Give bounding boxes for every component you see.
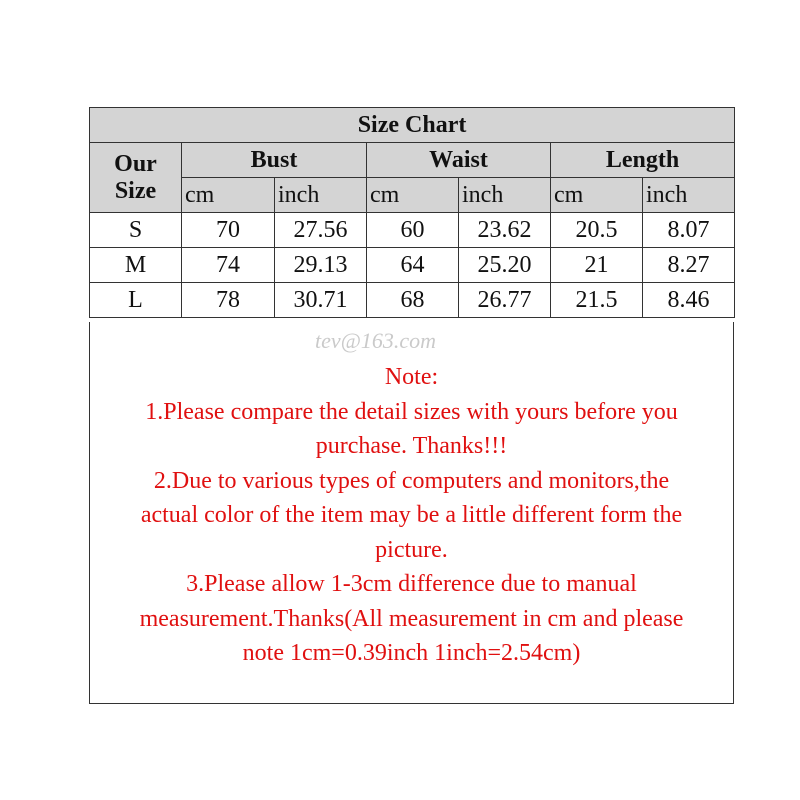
unit-header: inch bbox=[643, 178, 735, 213]
unit-header: inch bbox=[275, 178, 367, 213]
value-cell: 25.20 bbox=[459, 248, 551, 283]
unit-header: cm bbox=[367, 178, 459, 213]
watermark: tev@163.com bbox=[315, 328, 437, 353]
note-line: 1.Please compare the detail sizes with yours before you bbox=[145, 398, 678, 425]
value-cell: 8.27 bbox=[643, 248, 735, 283]
value-cell: 78 bbox=[182, 283, 275, 318]
note-line: measurement.Thanks(All measurement in cm and please bbox=[139, 605, 684, 632]
value-cell: 8.07 bbox=[643, 213, 735, 248]
note-line: 3.Please allow 1-3cm difference due to manual bbox=[186, 571, 637, 597]
our-size-header-top: Our bbox=[114, 150, 157, 177]
our-size-header-bottom: Size bbox=[114, 177, 157, 204]
value-cell: 26.77 bbox=[459, 283, 551, 318]
value-cell: 23.62 bbox=[459, 213, 551, 248]
value-cell: 29.13 bbox=[275, 248, 367, 283]
value-cell: 74 bbox=[182, 248, 275, 283]
value-cell: 21.5 bbox=[551, 283, 643, 318]
notes-text bbox=[90, 360, 733, 671]
table-row bbox=[90, 248, 735, 283]
note-heading: Note: bbox=[384, 364, 439, 390]
note-line: picture. bbox=[375, 536, 448, 563]
value-cell: 20.5 bbox=[551, 213, 643, 248]
note-line: actual color of the item may be a little different form the bbox=[140, 502, 683, 528]
table-title: Size Chart bbox=[90, 108, 735, 143]
bust-header: Bust bbox=[182, 143, 367, 178]
our-size-header bbox=[90, 143, 182, 213]
value-cell: 8.46 bbox=[643, 283, 735, 318]
unit-header: cm bbox=[182, 178, 275, 213]
unit-header: inch bbox=[459, 178, 551, 213]
value-cell: 64 bbox=[367, 248, 459, 283]
size-cell: L bbox=[90, 283, 182, 318]
size-chart-table bbox=[89, 107, 735, 318]
notes-box bbox=[89, 322, 734, 704]
note-line: purchase. Thanks!!! bbox=[315, 433, 508, 459]
value-cell: 68 bbox=[367, 283, 459, 318]
length-header: Length bbox=[551, 143, 735, 178]
table-row bbox=[90, 283, 735, 318]
value-cell: 21 bbox=[551, 248, 643, 283]
value-cell: 60 bbox=[367, 213, 459, 248]
value-cell: 27.56 bbox=[275, 213, 367, 248]
table-row bbox=[90, 213, 735, 248]
waist-header: Waist bbox=[367, 143, 551, 178]
note-line: note 1cm=0.39inch 1inch=2.54cm) bbox=[242, 640, 581, 666]
unit-header: cm bbox=[551, 178, 643, 213]
note-line: 2.Due to various types of computers and monitors,the bbox=[153, 467, 670, 494]
value-cell: 70 bbox=[182, 213, 275, 248]
value-cell: 30.71 bbox=[275, 283, 367, 318]
size-cell: S bbox=[90, 213, 182, 248]
size-cell: M bbox=[90, 248, 182, 283]
